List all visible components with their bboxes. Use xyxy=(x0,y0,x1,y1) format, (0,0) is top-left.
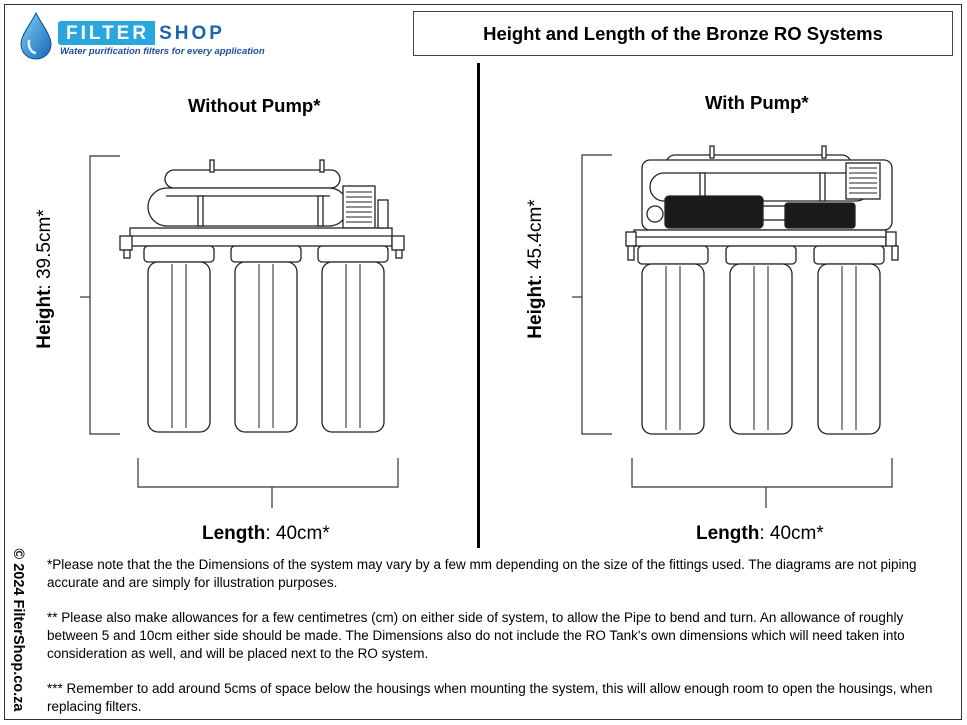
note-3: *** Remember to add around 5cms of space below the housings when mounting the system, this will allow enough room to open the housings, when replacing filters. xyxy=(47,681,933,714)
left-length-label: Length: 40cm* xyxy=(202,523,330,544)
right-length-label: Length: 40cm* xyxy=(696,523,824,544)
right-height-label: Height: 45.4cm* xyxy=(525,199,546,339)
logo-shop-text: SHOP xyxy=(159,23,225,44)
left-ro-system xyxy=(120,160,404,432)
note-2: ** Please also make allowances for a few centimetres (cm) on either side of system, to allow the Pipe to bend and turn. An allowance of roughly between 5 and 10cm either side should be made. The Dimensions also do not include the RO Tank's own dimensions which will need taken into consideration as well, and will be placed next to the RO system. xyxy=(47,610,905,661)
left-length-bracket xyxy=(138,458,398,487)
copyright-text: © 2024 FilterShop.co.za xyxy=(10,548,26,712)
right-height-bracket xyxy=(582,155,612,434)
right-panel-heading: With Pump* xyxy=(705,92,809,113)
left-height-label: Height: 39.5cm* xyxy=(34,209,55,349)
right-length-bracket xyxy=(632,458,892,487)
logo-filter-text: FILTER xyxy=(58,21,155,45)
left-panel-heading: Without Pump* xyxy=(188,95,321,116)
logo-tagline: Water purification filters for every application xyxy=(60,46,265,57)
page-title: Height and Length of the Bronze RO Systems xyxy=(413,11,953,56)
notes-section xyxy=(47,556,952,725)
left-height-bracket xyxy=(90,156,120,434)
note-1: *Please note that the the Dimensions of the system may vary by a few mm depending on the size of the fittings used. The diagrams are not piping accurate and are simply for illustration purposes. xyxy=(47,557,917,590)
right-ro-system xyxy=(626,146,898,434)
